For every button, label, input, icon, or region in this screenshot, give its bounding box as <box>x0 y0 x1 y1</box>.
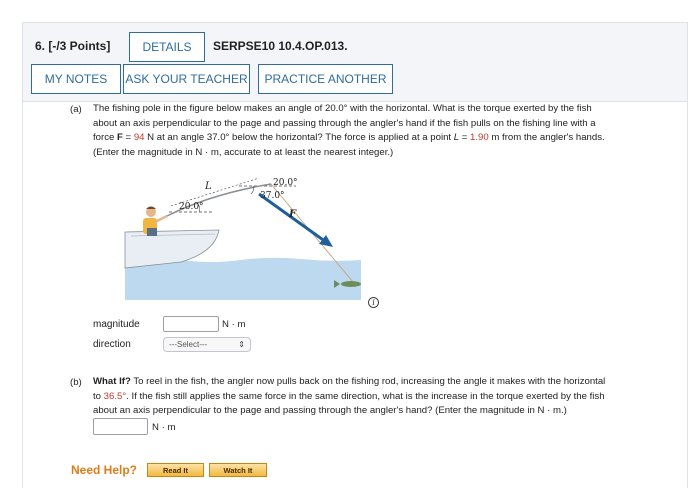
text-angle-desc: N at an angle 37.0° below the horizontal? The force is applied at a point <box>144 132 454 144</box>
length-label: L <box>205 181 212 192</box>
question-header-panel <box>22 22 688 102</box>
increase-torque-unit: N · m <box>152 422 176 433</box>
what-if-label: What If? <box>93 376 131 387</box>
force-vector-label: F <box>289 209 297 220</box>
part-b-line-3: about an axis perpendicular to the page and passing through the angler's hand? (Enter the magnitude in N · m.) <box>93 405 567 417</box>
text-hand-distance: m from the angler's hands. <box>488 132 605 144</box>
part-a-line-2: about an axis perpendicular to the page and passing through the angler's hand if the fish pulls on the fishing line with a <box>93 117 596 129</box>
force-vector-symbol: F <box>117 132 123 144</box>
part-a-letter: (a) <box>70 104 82 115</box>
question-number: 6. [-/3 Points] <box>35 39 111 53</box>
magnitude-input[interactable] <box>163 316 219 332</box>
details-button[interactable]: DETAILS <box>129 32 205 62</box>
force-value: 94 <box>133 132 145 144</box>
part-a-line-1: The fishing pole in the figure below makes an angle of 20.0° with the horizontal. What is the torque exerted by the fish <box>93 103 592 114</box>
new-angle-value: 36.5° <box>103 390 127 402</box>
direction-select-value: ---Select--- <box>169 340 208 349</box>
pole-angle-label: 20.0° <box>179 202 204 212</box>
practice-another-button[interactable]: PRACTICE ANOTHER <box>258 64 393 94</box>
ask-teacher-button[interactable]: ASK YOUR TEACHER <box>123 64 250 94</box>
fishing-figure <box>121 172 371 302</box>
part-b-letter: (b) <box>70 377 82 388</box>
read-it-button[interactable]: Read It <box>147 463 204 477</box>
part-b-line-2 <box>93 390 683 405</box>
need-help-label: Need Help? <box>71 463 138 477</box>
chevron-updown-icon: ⇕ <box>238 340 245 349</box>
problem-code: SERPSE10 10.4.OP.013. <box>213 39 348 53</box>
length-symbol: L <box>453 132 460 144</box>
part-b-line-1 <box>93 375 683 390</box>
text-equals: = <box>122 132 134 144</box>
magnitude-label: magnitude <box>93 319 140 330</box>
top-angle-label: 20.0° <box>273 178 298 188</box>
part-a-text <box>93 102 683 160</box>
text-equals-2: = <box>459 132 471 144</box>
magnitude-unit: N · m <box>222 319 246 330</box>
direction-select[interactable] <box>163 337 251 352</box>
increase-torque-input[interactable] <box>93 418 148 435</box>
watch-it-button[interactable]: Watch It <box>209 463 267 477</box>
force-angle-label: 37.0° <box>260 191 285 201</box>
direction-label: direction <box>93 339 131 350</box>
info-icon[interactable]: i <box>368 297 379 308</box>
part-a-line-3 <box>93 131 683 146</box>
part-b-text <box>93 375 683 419</box>
part-b-line-1-text: To reel in the fish, the angler now pulls back on the fishing rod, increasing the angle it makes with the horizontal <box>130 376 606 387</box>
question-content <box>22 100 688 488</box>
my-notes-button[interactable]: MY NOTES <box>31 64 121 94</box>
text-force-prefix: force <box>93 132 117 144</box>
part-b-line-2-pre: to <box>93 390 104 402</box>
part-b-line-2-text: . If the fish still applies the same force in the same direction, what is the increase in the torque exerted by the fish <box>126 390 605 402</box>
part-a-line-4: (Enter the magnitude in N · m, accurate to at least the nearest integer.) <box>93 146 394 158</box>
length-value: 1.90 <box>470 132 489 144</box>
